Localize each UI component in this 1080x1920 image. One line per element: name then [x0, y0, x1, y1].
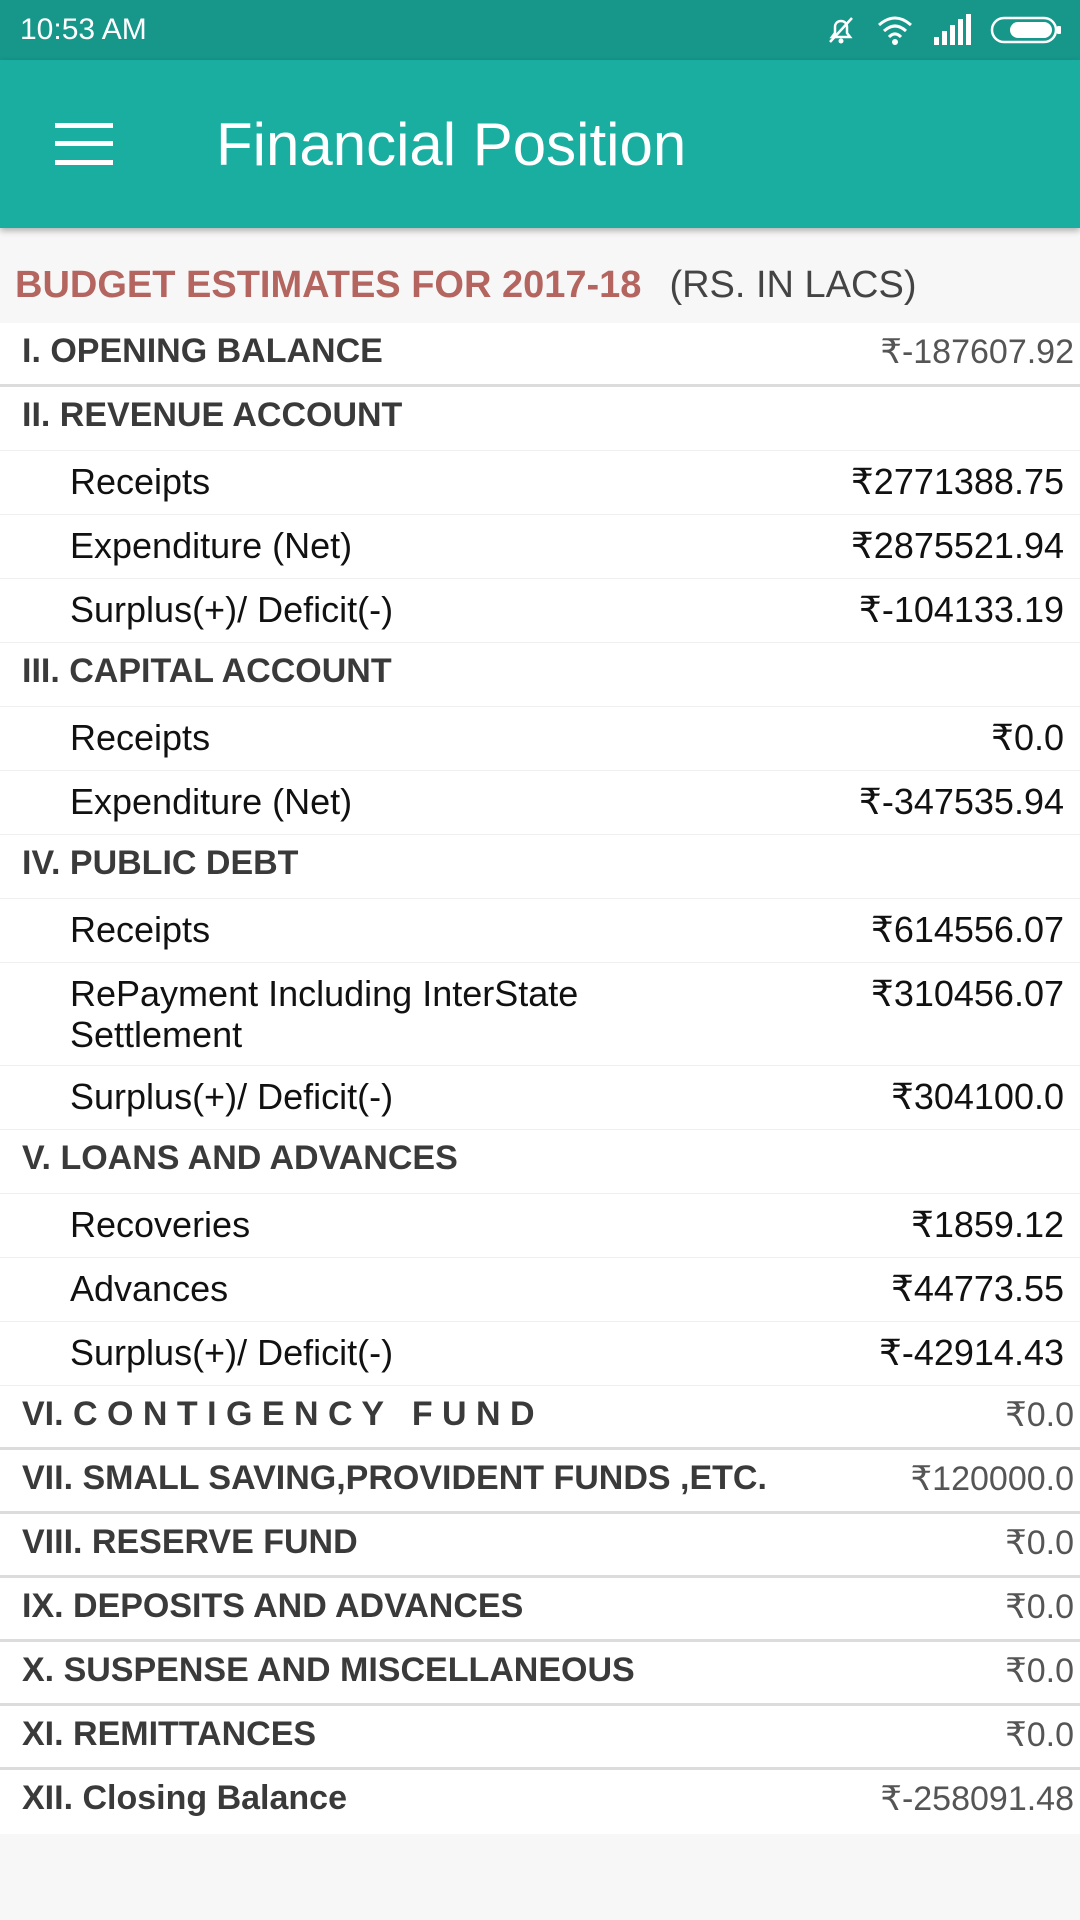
section-value: ₹-187607.92 — [880, 333, 1074, 371]
section-value: ₹0.0 — [1005, 1588, 1074, 1626]
page-title: Financial Position — [216, 110, 687, 178]
app-bar — [0, 60, 1080, 228]
battery-icon — [990, 13, 1064, 47]
debt-surplus-row — [0, 1066, 1080, 1130]
hamburger-menu-icon — [55, 123, 113, 165]
item-label: Receipts — [70, 909, 211, 950]
menu-button[interactable] — [34, 94, 134, 194]
budget-header — [0, 228, 1080, 323]
financial-list — [0, 323, 1080, 1834]
section-value: ₹0.0 — [1005, 1524, 1074, 1562]
item-value: ₹614556.07 — [870, 909, 1064, 950]
item-value: ₹-104133.19 — [858, 589, 1064, 630]
status-icons — [824, 13, 1064, 47]
section-label: VI. C O N T I G E N C Y F U N D — [22, 1395, 535, 1433]
notifications-muted-icon — [824, 13, 858, 47]
item-label: Advances — [70, 1268, 229, 1309]
section-remittances — [0, 1706, 1080, 1770]
section-reserve-fund — [0, 1514, 1080, 1578]
item-label: Surplus(+)/ Deficit(-) — [70, 589, 394, 630]
wifi-icon — [876, 13, 914, 47]
item-value: ₹0.0 — [991, 717, 1064, 758]
item-value: ₹2875521.94 — [850, 525, 1064, 566]
section-contingency-fund — [0, 1386, 1080, 1450]
status-time: 10:53 AM — [20, 13, 147, 46]
signal-icon — [932, 13, 972, 47]
item-value: ₹1859.12 — [910, 1204, 1064, 1245]
item-value: ₹310456.07 — [870, 973, 1064, 1014]
section-closing-balance — [0, 1770, 1080, 1834]
section-label: II. REVENUE ACCOUNT — [22, 396, 403, 434]
revenue-receipts-row — [0, 451, 1080, 515]
item-value: ₹304100.0 — [890, 1076, 1064, 1117]
section-label: III. CAPITAL ACCOUNT — [22, 652, 392, 690]
item-label: Receipts — [70, 461, 211, 502]
debt-repayment-row — [0, 963, 1080, 1066]
section-small-saving — [0, 1450, 1080, 1514]
section-label: IX. DEPOSITS AND ADVANCES — [22, 1587, 524, 1625]
section-value: ₹0.0 — [1005, 1396, 1074, 1434]
item-value: ₹-347535.94 — [858, 781, 1064, 822]
section-value: ₹0.0 — [1005, 1652, 1074, 1690]
item-value: ₹44773.55 — [890, 1268, 1064, 1309]
section-value: ₹-258091.48 — [880, 1780, 1074, 1818]
section-capital-account — [0, 643, 1080, 707]
section-label: X. SUSPENSE AND MISCELLANEOUS — [22, 1651, 635, 1689]
item-value: ₹-42914.43 — [878, 1332, 1064, 1373]
item-label: Surplus(+)/ Deficit(-) — [70, 1076, 394, 1117]
budget-unit: (RS. IN LACS) — [669, 264, 917, 306]
section-loans-advances — [0, 1130, 1080, 1194]
section-value: ₹0.0 — [1005, 1716, 1074, 1754]
section-label: XI. REMITTANCES — [22, 1715, 317, 1753]
section-opening-balance — [0, 323, 1080, 387]
section-label: VII. SMALL SAVING,PROVIDENT FUNDS ,ETC. — [22, 1459, 767, 1497]
section-label: I. OPENING BALANCE — [22, 332, 383, 370]
capital-receipts-row — [0, 707, 1080, 771]
item-label: Receipts — [70, 717, 211, 758]
section-label: IV. PUBLIC DEBT — [22, 844, 299, 882]
item-label: Expenditure (Net) — [70, 525, 353, 566]
item-label: Expenditure (Net) — [70, 781, 353, 822]
budget-title: BUDGET ESTIMATES FOR 2017-18 — [15, 264, 642, 306]
item-label: Recoveries — [70, 1204, 251, 1245]
item-value: ₹2771388.75 — [850, 461, 1064, 502]
section-revenue-account — [0, 387, 1080, 451]
item-label: RePayment Including InterState Settlement — [70, 973, 579, 1055]
section-label: XII. Closing Balance — [22, 1779, 347, 1817]
loans-advances-row — [0, 1258, 1080, 1322]
status-bar — [0, 0, 1080, 60]
revenue-expenditure-row — [0, 515, 1080, 579]
debt-receipts-row — [0, 899, 1080, 963]
section-label: VIII. RESERVE FUND — [22, 1523, 358, 1561]
item-label: Surplus(+)/ Deficit(-) — [70, 1332, 394, 1373]
section-label: V. LOANS AND ADVANCES — [22, 1139, 458, 1177]
section-suspense — [0, 1642, 1080, 1706]
loans-recoveries-row — [0, 1194, 1080, 1258]
revenue-surplus-row — [0, 579, 1080, 643]
section-public-debt — [0, 835, 1080, 899]
capital-expenditure-row — [0, 771, 1080, 835]
section-deposits-advances — [0, 1578, 1080, 1642]
loans-surplus-row — [0, 1322, 1080, 1386]
section-value: ₹120000.0 — [910, 1460, 1074, 1498]
